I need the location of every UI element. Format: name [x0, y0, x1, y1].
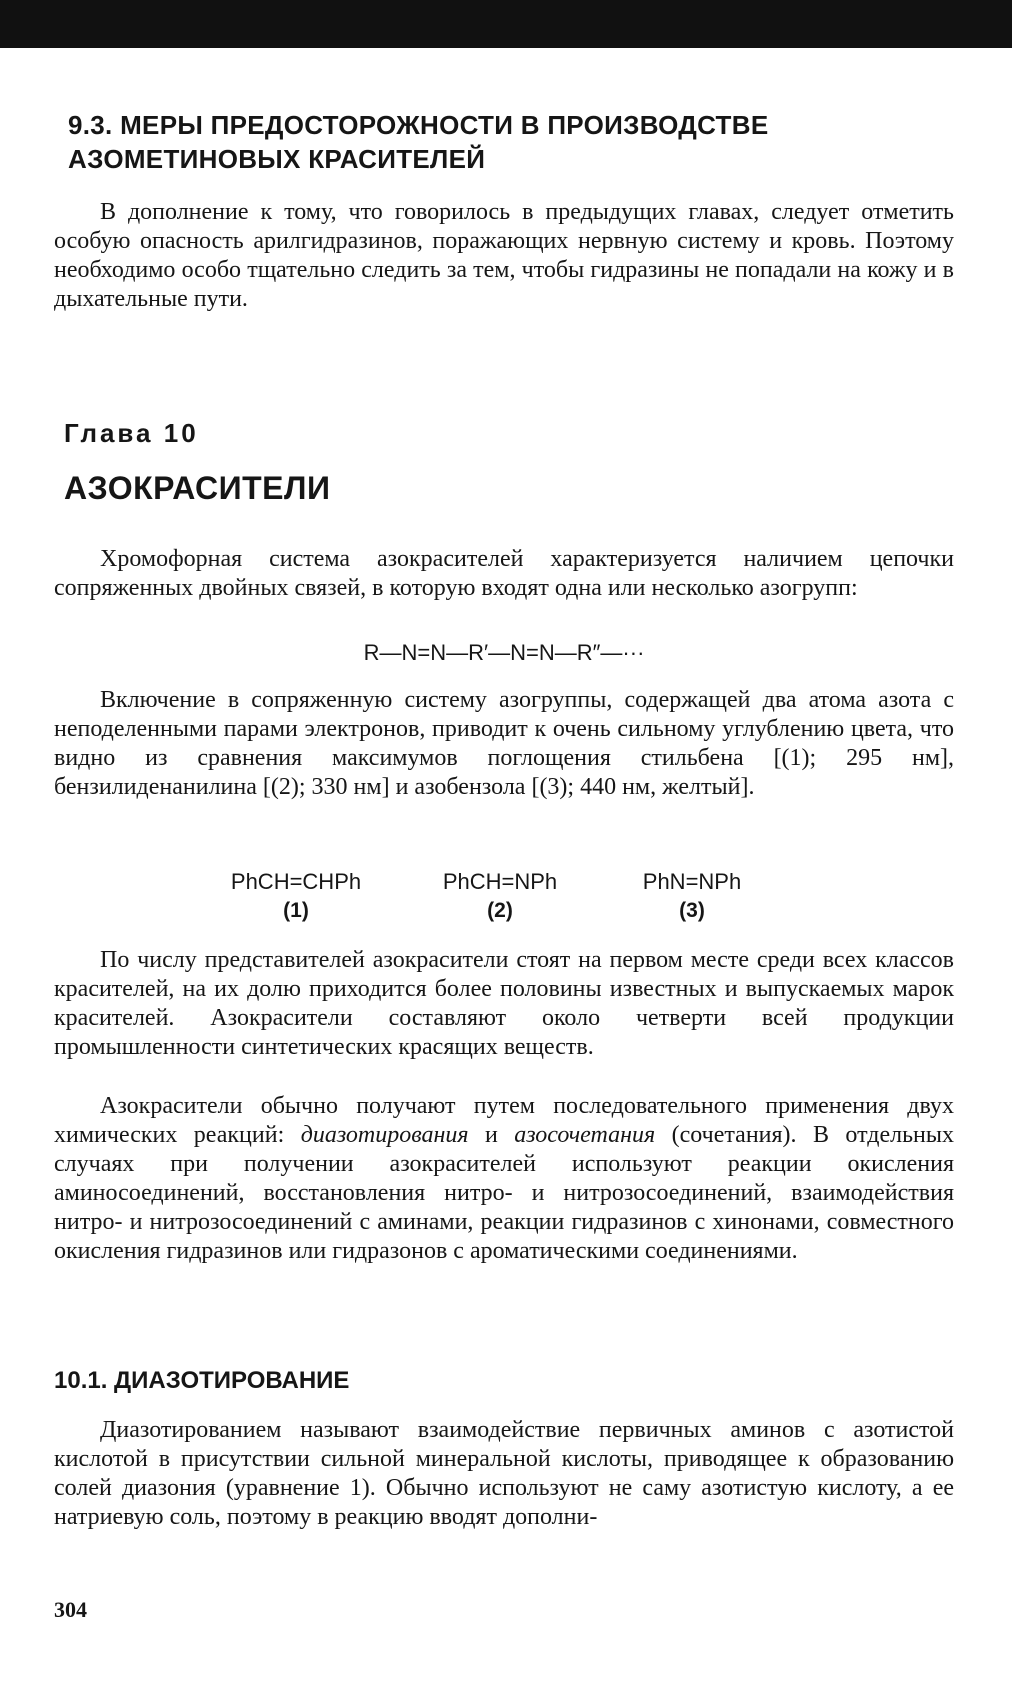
compound-stilbene: [206, 868, 386, 926]
compound-number: (2): [487, 899, 513, 922]
diazotization-paragraph: [54, 1416, 954, 1532]
reactions-text-end: (сочетания). В отдельных случаях при получении азокрасителей используют реакции окисления аминосоединений, восстановления нитро- и нитрозосоединений, взаимодействия нитро- и нитрозосоединений с аминами, реакции гидразинов с хинонами, совместного окисления гидразинов или гидразонов с ароматическими соединениями.: [54, 1122, 955, 1264]
compound-structures: [54, 868, 954, 928]
section-heading-line1: 9.3. МЕРЫ ПРЕДОСТОРОЖНОСТИ В ПРОИЗВОДСТВЕ: [68, 110, 769, 140]
reactions-paragraph: [54, 1092, 954, 1266]
compound-formula: PhCH=CHPh: [230, 869, 362, 894]
azo-chain-formula: R—N=N—R′—N=N—R″—···: [363, 640, 645, 665]
scan-top-edge: [0, 0, 1012, 48]
compound-number: (1): [283, 899, 309, 922]
intro-paragraph-text: В дополнение к тому, что говорилось в предыдущих главах, следует отметить особую опасность арилгидразинов, поражающих нервную систему и кровь. Поэтому необходимо особо тщательно следить за тем, чтобы гидразины не попадали на кожу и в дыхательные пути.: [54, 199, 954, 312]
compound-formula: PhN=NPh: [642, 869, 742, 894]
count-paragraph-text: По числу представителей азокрасители стоят на первом месте среди всех классов красителей, на их долю приходится более половины известных и выпускаемых марок красителей. Азокрасители составляют около четверти всей продукции промышленности синтетических красящих веществ.: [54, 947, 954, 1060]
term-diazotization: диазотирования: [300, 1122, 469, 1148]
compound-benzylideneaniline: [410, 868, 590, 926]
intro-paragraph: [54, 198, 954, 314]
section-heading: [68, 108, 768, 176]
inclusion-paragraph: [54, 686, 954, 802]
compound-number: (3): [679, 899, 705, 922]
subsection-heading: 10.1. ДИАЗОТИРОВАНИЕ: [54, 1367, 350, 1394]
reactions-text-middle: и: [468, 1122, 515, 1148]
inclusion-paragraph-text: Включение в сопряженную систему азогруппы, содержащей два атома азота с неподеленными парами электронов, приводит к очень сильному углублению цвета, что видно из сравнения максимумов поглощения стильбена [(1); 295 нм], бензилиденанилина [(2); 330 нм] и азобензола [(3); 440 нм, желтый].: [54, 687, 954, 800]
compound-azobenzene: [602, 868, 782, 926]
chapter-label: Глава 10: [64, 418, 199, 448]
chromophore-paragraph: [54, 545, 954, 603]
page-number: 304: [54, 1597, 87, 1622]
reactions-text-start: Азокрасители обычно получают путем последовательного применения двух химических реакций:: [54, 1093, 954, 1148]
diazotization-paragraph-text: Диазотированием называют взаимодействие первичных аминов с азотистой кислотой в присутствии сильной минеральной кислоты, приводящее к образованию солей диазония (уравнение 1). Обычно используют не саму азотистую кислоту, а ее натриевую соль, поэтому в реакцию вводят дополни-: [54, 1417, 954, 1530]
chromophore-paragraph-text: Хромофорная система азокрасителей характеризуется наличием цепочки сопряженных двойных связей, в которую входят одна или несколько азогрупп:: [54, 546, 954, 601]
term-azo-coupling: азосочетания: [514, 1122, 656, 1148]
reactions-paragraph-text: [54, 1092, 954, 1266]
count-paragraph: [54, 946, 954, 1062]
chapter-title: АЗОКРАСИТЕЛИ: [64, 470, 331, 506]
compound-formula: PhCH=NPh: [442, 869, 558, 894]
section-heading-line2: АЗОМЕТИНОВЫХ КРАСИТЕЛЕЙ: [68, 144, 486, 174]
